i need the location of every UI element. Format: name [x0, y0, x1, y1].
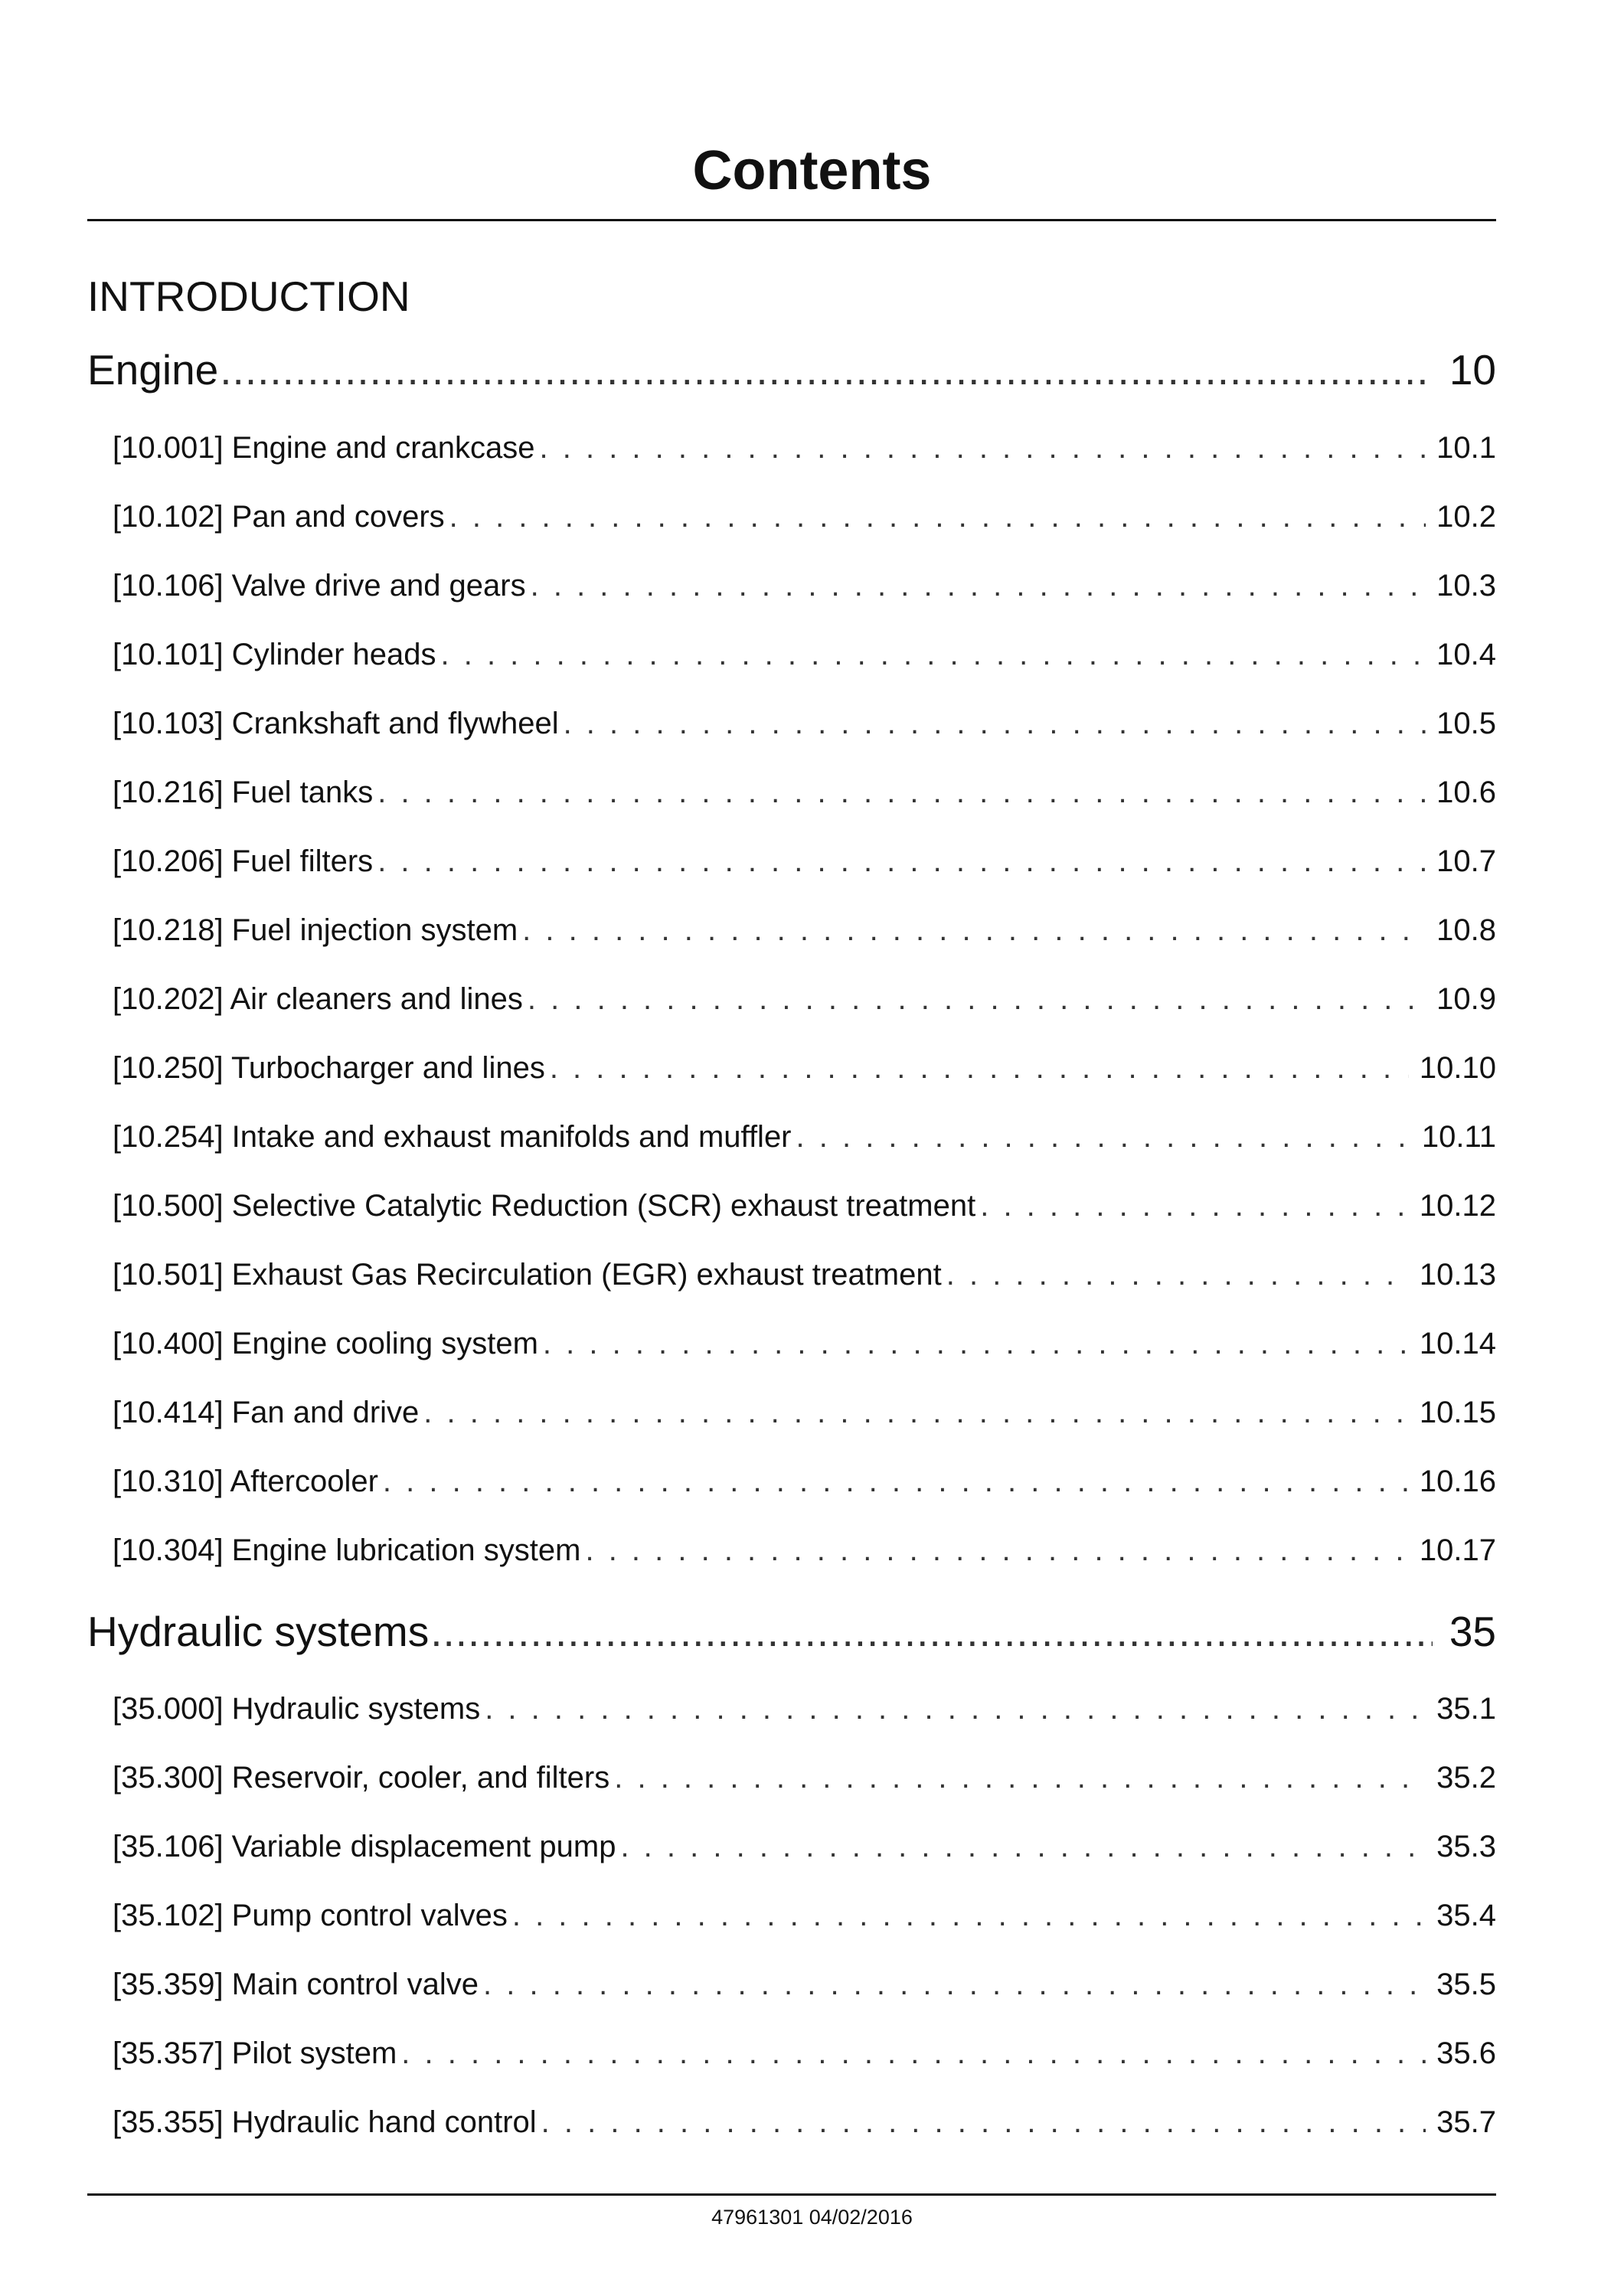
- entry-title: [10.106] Valve drive and gears: [113, 569, 526, 603]
- entry-page-number: 10.15: [1419, 1396, 1496, 1429]
- toc-entry[interactable]: [113, 703, 1496, 744]
- entry-page-number: 10.4: [1436, 638, 1496, 671]
- toc-entry[interactable]: [113, 1392, 1496, 1433]
- dot-leader: [377, 841, 1426, 882]
- dot-leader: [540, 427, 1426, 469]
- entry-title: [10.101] Cylinder heads: [113, 638, 436, 671]
- entry-page-number: 10.7: [1436, 844, 1496, 878]
- entry-title: [10.254] Intake and exhaust manifolds and muffler: [113, 1120, 792, 1154]
- dot-leader: [585, 1530, 1408, 1571]
- toc-entry[interactable]: [113, 2102, 1496, 2143]
- dot-leader: [430, 1605, 1433, 1658]
- footer-document-id: 47961301 04/02/2016: [711, 2206, 913, 2229]
- entry-page-number: 10.2: [1436, 500, 1496, 534]
- entry-page-number: 10.3: [1436, 569, 1496, 603]
- dot-leader: [485, 1688, 1426, 1729]
- entry-page-number: 35.5: [1436, 1968, 1496, 2001]
- section-title: Engine: [87, 346, 219, 394]
- dot-leader: [531, 565, 1426, 606]
- footer-divider: [87, 2193, 1496, 2196]
- entry-title: [10.400] Engine cooling system: [113, 1327, 538, 1360]
- toc-entry[interactable]: [113, 910, 1496, 951]
- entry-title: [10.202] Air cleaners and lines: [113, 982, 523, 1016]
- dot-leader: [620, 1826, 1426, 1867]
- dot-leader: [564, 703, 1426, 744]
- entry-page-number: 10.14: [1419, 1327, 1496, 1360]
- toc-entry[interactable]: [113, 1826, 1496, 1867]
- entry-page-number: 10.6: [1436, 776, 1496, 809]
- entry-page-number: 10.11: [1421, 1120, 1496, 1154]
- entry-title: [10.500] Selective Catalytic Reduction (SCR) exhaust treatment: [113, 1189, 976, 1223]
- dot-leader: [946, 1254, 1409, 1295]
- toc-entry[interactable]: [113, 1895, 1496, 1936]
- entry-title: [10.250] Turbocharger and lines: [113, 1051, 545, 1085]
- entry-page-number: 10.12: [1419, 1189, 1496, 1223]
- dot-leader: [423, 1392, 1409, 1433]
- toc-entry[interactable]: [113, 1757, 1496, 1798]
- toc-entry[interactable]: [113, 1185, 1496, 1226]
- entry-title: [10.216] Fuel tanks: [113, 776, 374, 809]
- entry-page-number: 10.13: [1419, 1258, 1496, 1292]
- entry-page-number: 35.4: [1436, 1899, 1496, 1932]
- entry-page-number: 35.7: [1436, 2105, 1496, 2139]
- entry-page-number: 10.17: [1419, 1533, 1496, 1567]
- toc-section-engine[interactable]: [87, 343, 1496, 397]
- entry-page-number: 35.1: [1436, 1692, 1496, 1726]
- dot-leader: [522, 910, 1426, 951]
- toc-entry[interactable]: [113, 772, 1496, 813]
- dot-leader: [512, 1895, 1426, 1936]
- dot-leader: [449, 496, 1426, 537]
- toc-entry[interactable]: [113, 1461, 1496, 1502]
- entry-title: [10.102] Pan and covers: [113, 500, 445, 534]
- entry-title: [35.300] Reservoir, cooler, and filters: [113, 1761, 610, 1795]
- dot-leader: [401, 2033, 1426, 2074]
- entry-title: [10.304] Engine lubrication system: [113, 1533, 581, 1567]
- entry-title: [10.310] Aftercooler: [113, 1465, 378, 1498]
- entry-page-number: 35.2: [1436, 1761, 1496, 1795]
- dot-leader: [441, 634, 1426, 675]
- entry-page-number: 10.9: [1436, 982, 1496, 1016]
- entry-page-number: 10.5: [1436, 707, 1496, 740]
- toc-section-hydraulic-systems[interactable]: [87, 1605, 1496, 1658]
- toc-entry[interactable]: [113, 1688, 1496, 1729]
- section-page-number: 10: [1449, 346, 1496, 394]
- toc-entry[interactable]: [113, 565, 1496, 606]
- dot-leader: [541, 2102, 1426, 2143]
- entry-page-number: 10.1: [1436, 431, 1496, 465]
- toc-entry[interactable]: [113, 1254, 1496, 1295]
- toc-entry[interactable]: [113, 841, 1496, 882]
- entry-title: [35.000] Hydraulic systems: [113, 1692, 481, 1726]
- entry-title: [10.103] Crankshaft and flywheel: [113, 707, 559, 740]
- entry-title: [35.106] Variable displacement pump: [113, 1830, 616, 1863]
- dot-leader: [483, 1964, 1426, 2005]
- section-title: Hydraulic systems: [87, 1608, 430, 1655]
- toc-entry[interactable]: [113, 1116, 1496, 1158]
- entry-page-number: 10.16: [1419, 1465, 1496, 1498]
- entry-title: [10.001] Engine and crankcase: [113, 431, 535, 465]
- entry-page-number: 10.8: [1436, 913, 1496, 947]
- title-divider: [87, 219, 1496, 221]
- toc-entry[interactable]: [113, 1323, 1496, 1364]
- dot-leader: [543, 1323, 1409, 1364]
- toc-entry[interactable]: [113, 427, 1496, 469]
- dot-leader: [614, 1757, 1426, 1798]
- toc-entry[interactable]: [113, 496, 1496, 537]
- dot-leader: [550, 1047, 1409, 1089]
- toc-entry[interactable]: [113, 978, 1496, 1020]
- entry-title: [10.501] Exhaust Gas Recirculation (EGR) exhaust treatment: [113, 1258, 942, 1292]
- entry-title: [10.218] Fuel injection system: [113, 913, 518, 947]
- dot-leader: [980, 1185, 1409, 1226]
- toc-entry[interactable]: [113, 634, 1496, 675]
- toc-entry[interactable]: [113, 1047, 1496, 1089]
- entry-title: [35.357] Pilot system: [113, 2036, 397, 2070]
- entry-title: [35.355] Hydraulic hand control: [113, 2105, 537, 2139]
- dot-leader: [377, 772, 1426, 813]
- entry-title: [10.414] Fan and drive: [113, 1396, 420, 1429]
- page-title: Contents: [692, 140, 932, 201]
- entry-title: [35.102] Pump control valves: [113, 1899, 508, 1932]
- toc-entry[interactable]: [113, 2033, 1496, 2074]
- entry-page-number: 35.3: [1436, 1830, 1496, 1863]
- section-page-number: 35: [1449, 1608, 1496, 1655]
- dot-leader: [383, 1461, 1409, 1502]
- entry-page-number: 35.6: [1436, 2036, 1496, 2070]
- toc-entry[interactable]: [113, 1530, 1496, 1571]
- entry-page-number: 10.10: [1419, 1051, 1496, 1085]
- entry-title: [10.206] Fuel filters: [113, 844, 374, 878]
- toc-entry[interactable]: [113, 1964, 1496, 2005]
- dot-leader: [796, 1116, 1411, 1158]
- introduction-heading[interactable]: INTRODUCTION: [87, 273, 410, 320]
- dot-leader: [528, 978, 1426, 1020]
- dot-leader: [220, 343, 1433, 397]
- entry-title: [35.359] Main control valve: [113, 1968, 479, 2001]
